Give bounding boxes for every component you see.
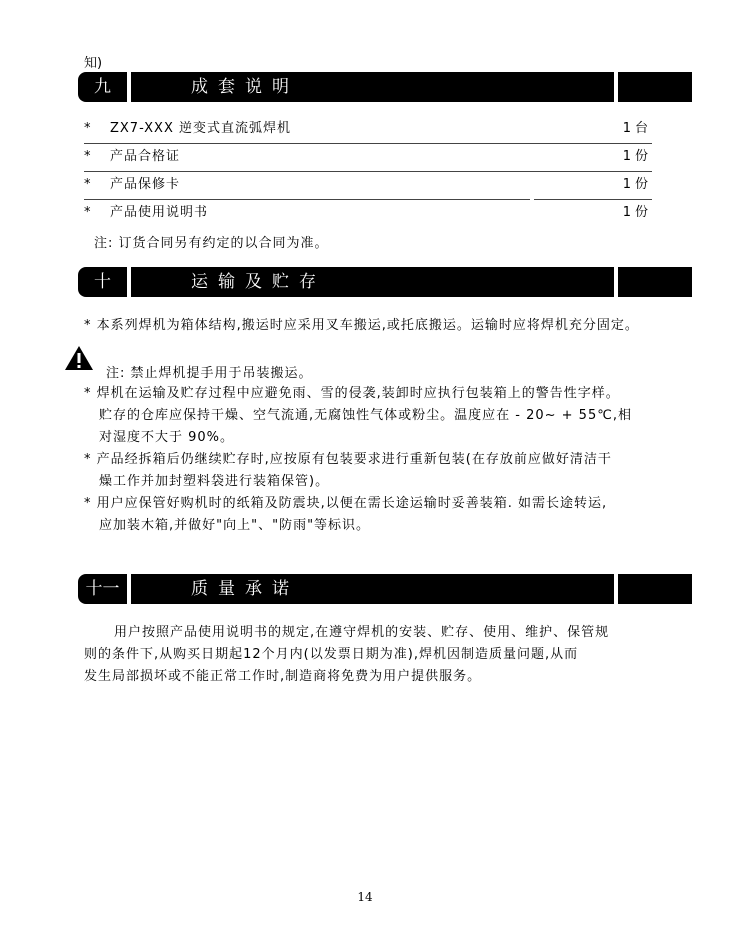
list-item: * 产品合格证 1份 bbox=[84, 147, 652, 167]
section-header-11 bbox=[78, 574, 664, 604]
divider bbox=[84, 143, 652, 144]
divider bbox=[84, 199, 530, 200]
warning-note: 注: 禁止焊机提手用于吊装搬运。 bbox=[106, 366, 313, 381]
section-header-10 bbox=[78, 267, 664, 297]
divider bbox=[84, 171, 652, 172]
warranty-paragraph-line: 则的条件下,从购买日期起12个月内(以发票日期为准),焊机因制造质量问题,从而 bbox=[84, 647, 579, 662]
page-number: 14 bbox=[357, 890, 373, 904]
section-title: 成套说明 bbox=[131, 72, 692, 102]
list-item: * ZX7-XXX 逆变式直流弧焊机 1台 bbox=[84, 119, 652, 139]
header-end-cap bbox=[619, 72, 664, 102]
warning-triangle-icon bbox=[64, 345, 94, 371]
carry-over-text: 知) bbox=[84, 56, 103, 71]
header-end-cap bbox=[619, 574, 664, 604]
item-name: ZX7-XXX 逆变式直流弧焊机 bbox=[110, 121, 291, 136]
warranty-paragraph-line: 发生局部损坏或不能正常工作时,制造商将免费为用户提供服务。 bbox=[84, 669, 482, 684]
item-qty: 1份 bbox=[622, 149, 652, 164]
repack-paragraph-line: * 产品经拆箱后仍继续贮存时,应按原有包装要求进行重新包装(在存放前应做好清洁干 bbox=[84, 452, 612, 467]
section-number: 十 bbox=[78, 267, 127, 297]
storage-paragraph-line: 贮存的仓库应保持干燥、空气流通,无腐蚀性气体或粉尘。温度应在 - 20~ + 55℃,相 bbox=[99, 408, 632, 423]
list-item: * 产品使用说明书 1份 bbox=[84, 203, 652, 223]
list-item: * 产品保修卡 1份 bbox=[84, 175, 652, 195]
warranty-paragraph-line: 用户按照产品使用说明书的规定,在遵守焊机的安装、贮存、使用、维护、保管规 bbox=[114, 625, 610, 640]
item-name: 产品合格证 bbox=[110, 149, 181, 164]
section-number: 九 bbox=[78, 72, 127, 102]
divider bbox=[534, 199, 652, 200]
packaging-paragraph-line: * 用户应保管好购机时的纸箱及防震块,以便在需长途运输时妥善装箱. 如需长途转运, bbox=[84, 496, 608, 511]
item-qty: 1台 bbox=[622, 121, 652, 136]
section-title: 运输及贮存 bbox=[131, 267, 692, 297]
repack-paragraph-line: 燥工作并加封塑料袋进行装箱保管)。 bbox=[99, 474, 330, 489]
storage-paragraph-line: 对湿度不大于 90%。 bbox=[99, 430, 235, 445]
header-end-cap bbox=[619, 267, 664, 297]
order-note: 注: 订货合同另有约定的以合同为准。 bbox=[94, 236, 329, 251]
storage-paragraph-line: * 焊机在运输及贮存过程中应避免雨、雪的侵袭,装卸时应执行包装箱上的警告性字样。 bbox=[84, 386, 620, 401]
transport-paragraph: * 本系列焊机为箱体结构,搬运时应采用叉车搬运,或托底搬运。运输时应将焊机充分固定。 bbox=[84, 318, 639, 333]
item-name: 产品保修卡 bbox=[110, 177, 181, 192]
item-name: 产品使用说明书 bbox=[110, 205, 209, 220]
item-qty: 1份 bbox=[622, 177, 652, 192]
section-title: 质量承诺 bbox=[131, 574, 692, 604]
section-number: 十一 bbox=[78, 574, 127, 604]
packaging-paragraph-line: 应加装木箱,并做好"向上"、"防雨"等标识。 bbox=[99, 518, 371, 533]
item-qty: 1份 bbox=[622, 205, 652, 220]
section-header-9 bbox=[78, 72, 664, 102]
